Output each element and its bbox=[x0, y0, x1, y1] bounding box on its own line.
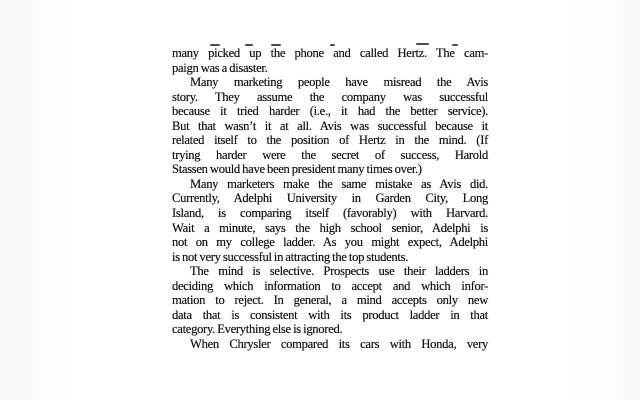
body-text-block bbox=[172, 46, 488, 351]
text-line: category. Everything else is ignored. bbox=[172, 322, 343, 337]
text-line: mation to reject. In general, a mind accepts only new bbox=[172, 293, 488, 308]
text-line: related itself to the position of Hertz in the mind. (If bbox=[172, 133, 488, 148]
text-line: The mind is selective. Prospects use their ladders in bbox=[190, 264, 488, 279]
text-line: data that is consistent with its product ladder in that bbox=[172, 307, 488, 322]
text-line: When Chrysler compared its cars with Honda, very bbox=[190, 336, 488, 351]
text-line: deciding which information to accept and which infor- bbox=[172, 278, 488, 293]
text-line: But that wasn’t it at all. Avis was successful because it bbox=[172, 118, 488, 133]
text-line: many picked up the phone and called Hertz. The cam- bbox=[172, 46, 488, 60]
text-line: is not very successful in attracting the top students. bbox=[172, 249, 409, 264]
text-line: Island, is comparing itself (favorably) with Harvard. bbox=[172, 206, 488, 221]
text-line: not on my college ladder. As you might expect, Adelphi bbox=[172, 235, 488, 250]
text-line: Currently, Adelphi University in Garden City, Long bbox=[172, 191, 488, 206]
text-line: Many marketers make the same mistake as Avis did. bbox=[190, 176, 488, 191]
text-line: because it tried harder (i.e., it had the better service). bbox=[172, 104, 488, 119]
text-line: story. They assume the company was successful bbox=[172, 89, 488, 104]
text-line: trying harder were the secret of success, Harold bbox=[172, 147, 488, 162]
text-line: Stassen would have been president many times over.) bbox=[172, 162, 422, 177]
text-line: Wait a minute, says the high school senior, Adelphi is bbox=[172, 220, 488, 235]
text-line: paign was a disaster. bbox=[172, 60, 268, 75]
cutoff-line-fragment bbox=[416, 43, 429, 45]
text-line: Many marketing people have misread the Avis bbox=[190, 75, 488, 90]
